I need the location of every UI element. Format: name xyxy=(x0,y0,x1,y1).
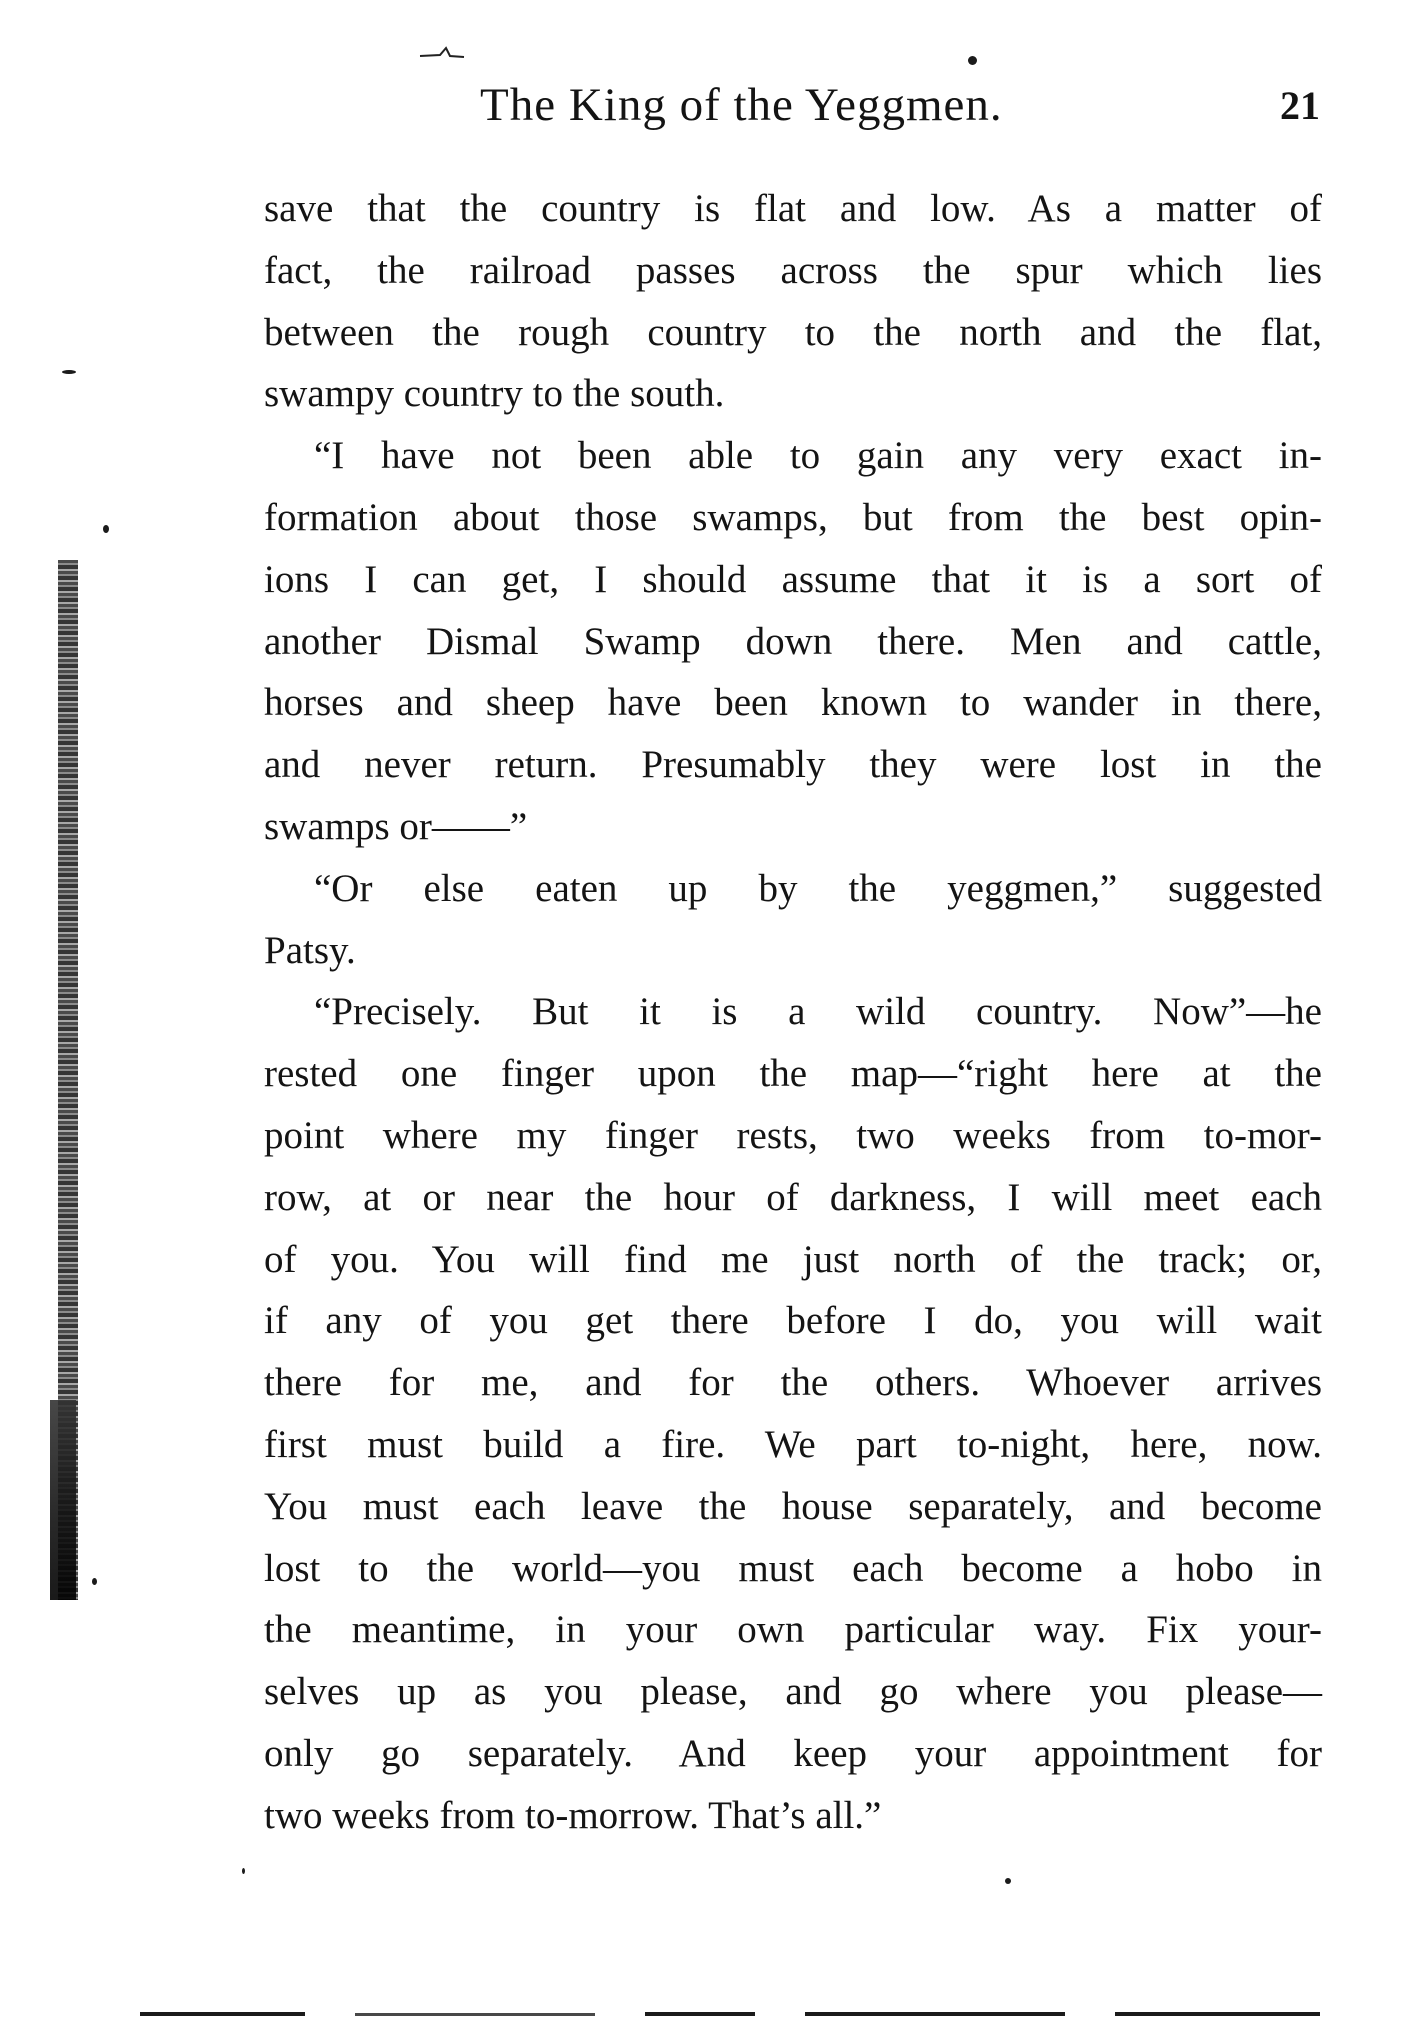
text-line: and never return. Presumably they were lost in the xyxy=(264,743,1322,787)
text-line: if any of you get there before I do, you will wait xyxy=(264,1299,1322,1343)
footer-rule xyxy=(140,2008,1320,2020)
text-line: between the rough country to the north and the flat, xyxy=(264,310,1322,354)
text-line: You must each leave the house separately, and become xyxy=(264,1484,1322,1528)
text-line: horses and sheep have been known to wander in there, xyxy=(264,681,1322,725)
ink-speck xyxy=(62,370,76,374)
text-line: there for me, and for the others. Whoever arrives xyxy=(264,1361,1322,1405)
text-line: swampy country to the south. xyxy=(264,372,725,416)
text-line: first must build a fire. We part to-night, here, now. xyxy=(264,1422,1322,1466)
ink-speck xyxy=(103,525,109,533)
text-line: “I have not been able to gain any very exact in- xyxy=(314,434,1322,478)
ink-speck xyxy=(242,1868,245,1874)
text-line: save that the country is flat and low. As a matter of xyxy=(264,187,1322,230)
running-header xyxy=(480,78,1320,138)
ink-speck xyxy=(92,1578,97,1585)
text-line: only go separately. And keep your appointment for xyxy=(264,1731,1322,1775)
ink-speck xyxy=(968,56,977,65)
body-text xyxy=(264,178,1322,1847)
text-line: ions I can get, I should assume that it is a sort of xyxy=(264,557,1322,601)
text-line: selves up as you please, and go where you please— xyxy=(264,1670,1322,1714)
text-line: “Precisely. But it is a wild country. Now”—he xyxy=(314,990,1322,1034)
text-line: rested one finger upon the map—“right here at the xyxy=(264,1052,1322,1096)
header-ornament xyxy=(418,40,468,62)
text-line: formation about those swamps, but from the best opin- xyxy=(264,495,1322,539)
text-line: two weeks from to-morrow. That’s all.” xyxy=(264,1793,882,1837)
text-line: swamps or——” xyxy=(264,804,528,848)
text-line: another Dismal Swamp down there. Men and cattle, xyxy=(264,619,1322,663)
page-number: 21 xyxy=(1280,83,1320,128)
text-line: the meantime, in your own particular way. Fix your- xyxy=(264,1608,1322,1652)
text-line: fact, the railroad passes across the spur which lies xyxy=(264,248,1322,292)
text-line: lost to the world—you must each become a hobo in xyxy=(264,1546,1322,1590)
text-line: Patsy. xyxy=(264,928,356,972)
text-line: “Or else eaten up by the yeggmen,” suggested xyxy=(314,866,1322,910)
running-title: The King of the Yeggmen. xyxy=(480,79,1003,131)
binding-shadow-bottom xyxy=(50,1400,76,1600)
text-line: of you. You will find me just north of the track; or, xyxy=(264,1237,1322,1281)
ink-speck xyxy=(1005,1878,1011,1884)
text-line: row, at or near the hour of darkness, I will meet each xyxy=(264,1175,1322,1219)
text-line: point where my finger rests, two weeks from to-mor- xyxy=(264,1113,1322,1157)
